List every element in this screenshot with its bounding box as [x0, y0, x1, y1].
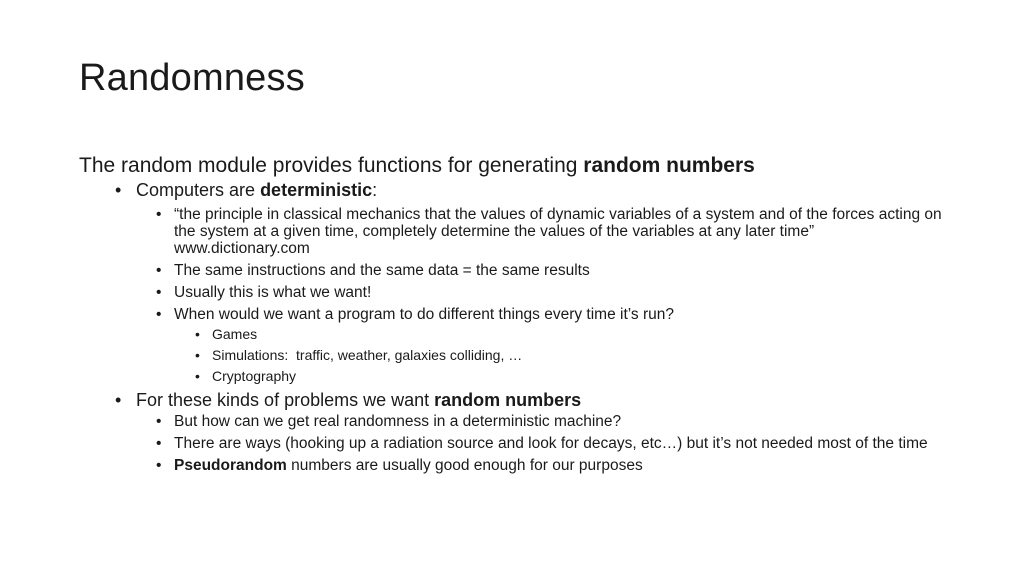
section-random-numbers — [115, 389, 949, 411]
sub-item-cryptography — [195, 367, 949, 386]
list-item-bold: Pseudorandom — [174, 457, 287, 474]
bullet-icon: • — [156, 306, 162, 323]
section-suffix: : — [372, 180, 378, 200]
section-computers-deterministic — [115, 179, 949, 201]
sub-item-simulations — [195, 346, 949, 365]
bullet-icon: • — [156, 206, 162, 223]
bullet-icon: • — [156, 435, 162, 452]
list-item-text: The same instructions and the same data = the same results — [174, 262, 590, 279]
list-item-text: “the principle in classical mechanics that the values of dynamic variables of a system and of the forces acting on the system at a given time, completely determine the values of the variables at any later time” www.dictionary.com — [174, 206, 942, 257]
sub-item-text: Games — [212, 326, 258, 342]
list-item-pseudorandom — [156, 457, 949, 474]
section-text: For these kinds of problems we want — [136, 390, 435, 410]
bullet-icon: • — [115, 390, 122, 410]
bullet-icon: • — [195, 368, 200, 384]
heading-line — [79, 152, 949, 179]
list-item-text: But how can we get real randomness in a deterministic machine? — [174, 413, 622, 430]
list-item-text: Usually this is what we want! — [174, 284, 372, 301]
list-item-text: When would we want a program to do different things every time it’s run? — [174, 306, 674, 323]
slide-title: Randomness — [79, 57, 305, 99]
bullet-icon: • — [115, 180, 122, 200]
list-item-usually-want — [156, 284, 949, 301]
sub-item-text: Cryptography — [212, 368, 297, 384]
bullet-icon: • — [195, 326, 200, 342]
list-item-same-results — [156, 262, 949, 279]
list-item-real-randomness — [156, 413, 949, 430]
heading-bold: random numbers — [583, 154, 755, 177]
sub-item-games — [195, 325, 949, 344]
slide-body — [79, 152, 949, 474]
bullet-icon: • — [156, 284, 162, 301]
section-bold: random numbers — [434, 390, 582, 410]
section-text: Computers are — [136, 180, 261, 200]
list-item-different-things — [156, 306, 949, 323]
bullet-icon: • — [156, 413, 162, 430]
bullet-icon: • — [156, 262, 162, 279]
list-item-radiation-source — [156, 435, 949, 452]
bullet-icon: • — [156, 457, 162, 474]
bullet-icon: • — [195, 347, 200, 363]
sub-item-text: Simulations: traffic, weather, galaxies colliding, … — [212, 347, 523, 363]
list-item-text: There are ways (hooking up a radiation source and look for decays, etc…) but it’s not needed most of the time — [174, 435, 928, 452]
list-item-text: numbers are usually good enough for our purposes — [286, 457, 643, 474]
heading-text: The random module provides functions for generating — [79, 154, 584, 177]
list-item-definition — [156, 206, 949, 257]
section-bold: deterministic — [260, 180, 373, 200]
